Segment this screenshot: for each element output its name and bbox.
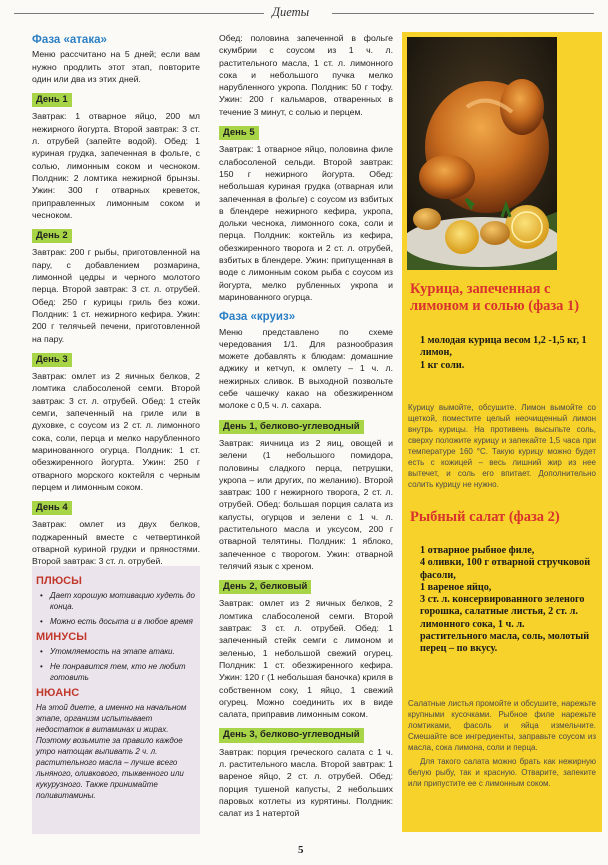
column-left [32,32,200,570]
attack-day-4-label: День 4 [32,501,72,515]
header-rule-left [14,13,264,14]
recipe-1-ingredients [420,335,590,372]
cruise-day-3-label: День 3, белково-углеводный [219,728,364,742]
ingredient-line: 1 вареное яйцо, [420,581,492,593]
attack-day-2-label: День 2 [32,229,72,243]
cruise-day-3-text: Завтрак: порция греческого салата с 1 ч. л. растительного масла. Второй завтрак: 1 вареное яйцо, 2 ст. л. отрубей. Обед: порция тушеной капусты, 2 небольших паровых котлеты из курятины. Полдник: салат из 1 нaтертой [219,746,393,819]
ingredient-line: 1 кг соли. [420,359,465,371]
pros-cons-box [32,566,200,834]
recipe-2-ingredients [420,545,592,656]
attack-phase-title: Фаза «атака» [32,34,107,46]
cruise-day-2-label: День 2, белковый [219,580,311,594]
recipe-sidebar [402,32,602,832]
attack-day-2-text: Завтрак: 200 г рыбы, приготовленной на пару, с добавлением розмарина, лимонной цедры и черного молотого перца. Второй завтрак: 3 ст. л. отрубей. Обед: 250 г курицы гриль без кожи. Полдник: 1 ст. нежирного кефира. Ужин: 200 г телячьей печени, приготовленной на пару. [32,247,200,344]
pluses-list [36,590,196,627]
attack-day-3-text: Завтрак: омлет из 2 яичных белков, 2 ломтика слабосоленой семги. Второй завтрак: 3 ст. л. отрубей. Обед: 1 стейк семги, запеченный на гриле или в духовке, с соусом из 2 ст. л. лимонного сока, соли, перца и мелко нарубленного маринованного огурца. Полдник: 1 ст. обезжиренного йогурта. Ужин: 250 г отварного морского коктейля с черным перцем и лимонным соком. [32,371,200,492]
minuses-title: МИНУСЫ [36,631,88,643]
pluses-title: ПЛЮСЫ [36,575,83,587]
cruise-day-2-text: Завтрак: омлет из 2 яичных белков, 2 ломтика слабосоленой семги. Второй завтрак: 3 ст. л. отрубей. Обед: 1 запеченный стейк семги с лимоном и зеленью, 1 небольшой свежий огурец. Полдник: 1 ст. обезжиренного кефира. Ужин: 120 г (1 небольшая баночка) криля в собственном соку, 1 яйцо, 1 свежий огурец. Можно соединить их в виде салата, приправив лимонным соком. [219,598,393,720]
recipe-2-method [408,698,596,792]
attack-intro: Меню рассчитано на 5 дней; если вам нужно продлить этот этап, повторите один или два из этих дней. [32,49,200,84]
ingredient-line: 3 ст. л. консервированного зеленого горошка, салатные листья, 2 ст. л. лимонного сока, 1 ч. л. растительного масла, соль, молотый перец – по вкусу. [420,594,590,655]
method-paragraph: Для такого салата можно брать как нежирную белую рыбу, так и красную. Отварите, запеките или припустите ее с лимонным соком. [408,757,596,788]
roast-chicken-photo [407,37,557,270]
column-middle [219,32,393,822]
recipe-2-title: Рыбный салат (фаза 2) [410,509,560,525]
nuance-title: НЮАНС [36,687,80,699]
page-header [14,4,594,24]
method-paragraph: Салатные листья промойте и обсушите, нарежьте крупными кусочками. Рыбное филе нарежьте ломтиками, фасоль и яйца измельчите. Смешайте все ингредиенты, заправьте соусом из масла, сока лимона, соли и перца. [408,699,596,752]
minus-item: • Не понравится тем, кто не любит готовить [36,661,196,683]
cruise-day-1-label: День 1, белково-углеводный [219,420,364,434]
recipe-1-title: Курица, запеченная с лимоном и солью (фаза 1) [410,281,580,314]
minuses-list [36,646,196,683]
method-paragraph: Курицу вымойте, обсушите. Лимон вымойте со щеткой, поместите целый неочищенный лимон внутрь курицы. На противень высыпьте соль, сверху положите курицу и запекайте 1,5 часа при температуре 160 °С. Такую курицу можно будет есть с кожицей – весь лишний жир из нее вытечет, и соль его впитает. Дополнительно солить курицу не нужно. [408,403,596,489]
minus-item: • Утомляемость на этапе атаки. [36,646,196,657]
attack-day-1-label: День 1 [32,93,72,107]
plus-item: • Можно есть досыта и в любое время [36,616,196,627]
attack-day-3-label: День 3 [32,353,72,367]
plus-item: • Дает хорошую мотивацию худеть до конца. [36,590,196,612]
ingredient-line: 1 отварное рыбное филе, [420,545,535,556]
attack-day-4-text: Завтрак: омлет из двух белков, поджаренный вместе с четвертинкой отварной куриной грудки и пряностями. Второй завтрак: 3 ст. л. отрубей. [32,519,200,567]
page-number: 5 [298,844,304,856]
attack-day-5-label: День 5 [219,126,259,140]
attack-day-4-continued: Обед: половина запеченной в фольге скумбрии с соусом из 1 ч. л. растительного масла, 1 ст. л. лимонного сока и небольшого пучка мелко нарубленного укропа. Полдник: 50 г тофу. Ужин: 200 г кальмаров, отваренных в течение 3 минут, с солью и перцем. [219,33,393,117]
recipe-1-method [408,402,596,493]
nuance-text: На этой диете, а именно на начальном этапе, организм испытывает недостаток в витаминах и жирах. Поэтому возьмите за правило каждое утро натощак выпивать 2 ч. л. растительного масла – лучше всего льняного, оливкового, тыквенного или кукурузного. Также принимайте поливитамины. [36,703,187,800]
attack-day-1-text: Завтрак: 1 отварное яйцо, 200 мл нежирного йогурта. Второй завтрак: 3 ст. л. отрубей (запейте водой). Обед: 1 куриная грудка, запеченная в фольге, с солью, лимонным соком и чесноком. Полдник: 2 ломтика нежирной брынзы. Ужин: 300 г отварных креветок, приправленных лимонным соком и чесноком. [32,111,200,220]
roast-chicken-illustration [407,37,557,270]
ingredient-line: 1 молодая курица весом 1,2 -1,5 кг, 1 лимон, [420,335,587,359]
header-rule-right [332,13,594,14]
cruise-intro: Меню представлено по схеме чередования 1/1. Для разнообразия можете добавлять к блюдам: домашние аджику и кетчуп, к омлету – 1 ч. л. нежирных сливок. В выходной позвольте себе чашечку какао на обезжиренном молоке с 0,5 ч. л. сахара. [219,326,393,411]
cruise-day-1-text: Завтрак: яичница из 2 яиц, овощей и зелени (1 небольшого помидора, половины сладкого перца, петрушки, укропа – или других, по желанию). Второй завтрак: 100 г нежирного творога, 2 ст. л. отрубей. Обед: большая порция салата из капусты, огурцов и зелени с 1 ч. л. растительного масла и уксусом, 200 г отварной телятины. Полдник: 1 яблоко, запеченное с творогом. Ужин: отварной телячий язык с хреном. [219,437,393,571]
cruise-phase-title: Фаза «круиз» [219,311,296,324]
ingredient-line: 4 оливки, 100 г отварной стручковой фасоли, [420,557,591,581]
attack-day-5-text: Завтрак: 1 отварное яйцо, половина филе слабосоленой сельди. Второй завтрак: 150 г нежирного йогурта. Обед: небольшая куриная грудка (отварная или запеченная в фольге) с соусом из взбитых в блендере нежирного кефира, укропа, дольки чеснока, лимонного сока, соли и перца. Полдник: коктейль из кефира, обезжиренного творога и 2 ст. л. отрубей, взбитых в блендере. Ужин: припущенная в воде с лимонным соком рыба с соусом из йогурта, мелко рубленных укропа и маринованного огурца. [219,144,393,302]
section-title: Диеты [272,5,310,19]
